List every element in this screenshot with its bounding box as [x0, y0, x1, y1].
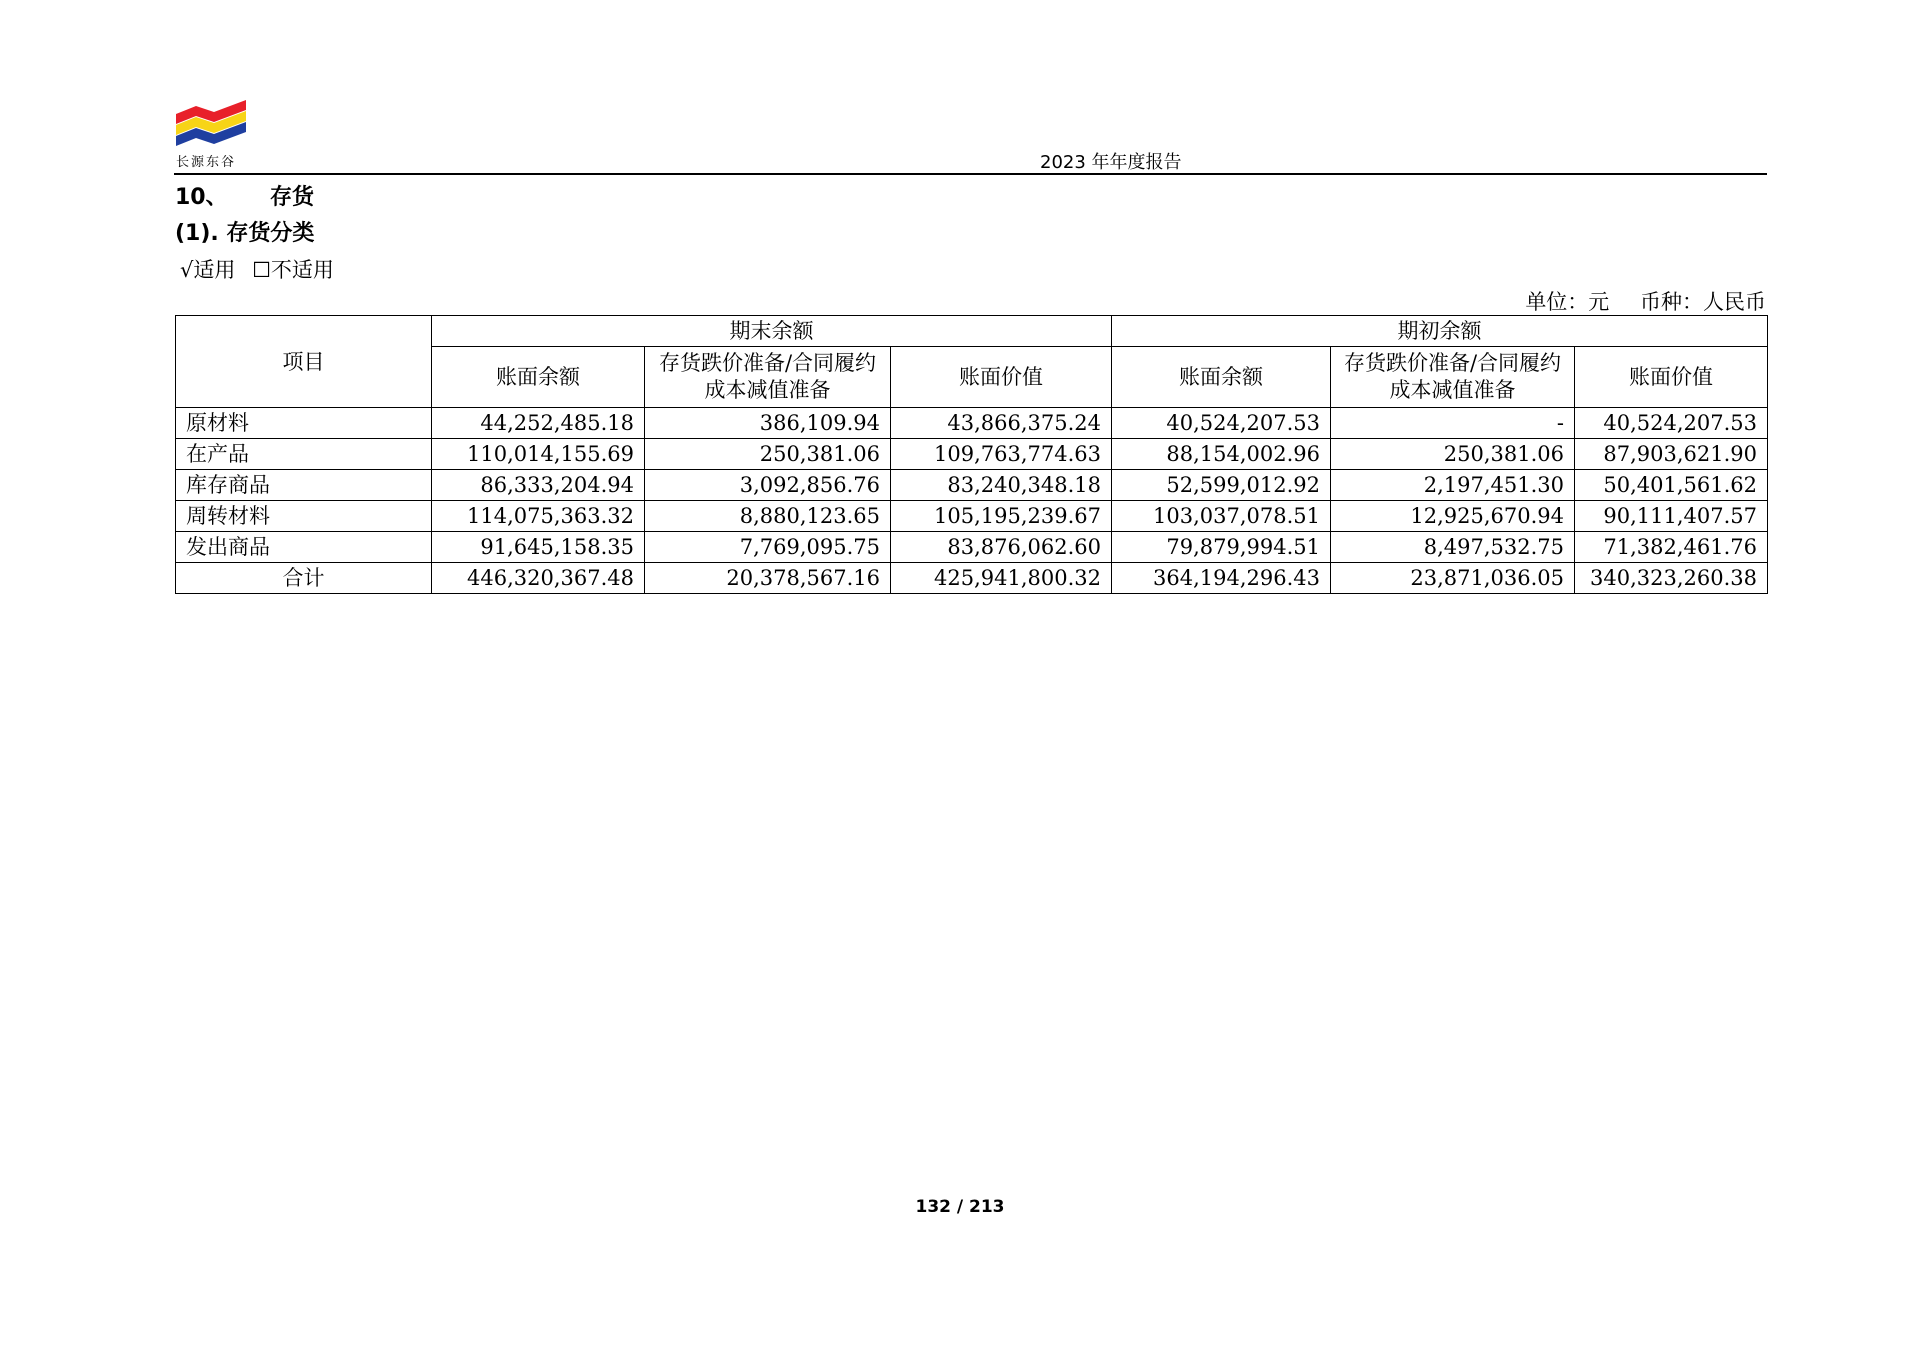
total-begin-provision: 23,871,036.05: [1331, 563, 1575, 594]
header-divider: [174, 173, 1767, 175]
end-balance-cell: 114,075,363.32: [432, 501, 645, 532]
table-row: [176, 439, 1768, 470]
begin-value-cell: 71,382,461.76: [1575, 532, 1768, 563]
inventory-table: [175, 315, 1768, 594]
table-row: [176, 470, 1768, 501]
end-book-balance-header: 账面余额: [432, 347, 645, 408]
end-provision-cell: 386,109.94: [645, 408, 891, 439]
end-balance-cell: 44,252,485.18: [432, 408, 645, 439]
total-label: 合计: [176, 563, 432, 594]
company-logo: [176, 98, 246, 150]
begin-balance-cell: 79,879,994.51: [1112, 532, 1331, 563]
logo-text: 长源东谷: [176, 155, 237, 170]
section-number: 10、: [175, 185, 228, 210]
item-header: 项目: [176, 316, 432, 408]
end-value-cell: 109,763,774.63: [891, 439, 1112, 470]
begin-book-value-header: 账面价值: [1575, 347, 1768, 408]
page-number: 132 / 213: [915, 1197, 1005, 1217]
begin-provision-cell: 250,381.06: [1331, 439, 1575, 470]
begin-value-cell: 50,401,561.62: [1575, 470, 1768, 501]
row-item: 在产品: [176, 439, 432, 470]
end-value-cell: 83,240,348.18: [891, 470, 1112, 501]
total-row: [176, 563, 1768, 594]
row-item: 库存商品: [176, 470, 432, 501]
row-item: 发出商品: [176, 532, 432, 563]
begin-balance-cell: 103,037,078.51: [1112, 501, 1331, 532]
row-item: 周转材料: [176, 501, 432, 532]
section-title: 存货: [270, 185, 315, 210]
end-provision-cell: 7,769,095.75: [645, 532, 891, 563]
table-row: [176, 501, 1768, 532]
total-end-provision: 20,378,567.16: [645, 563, 891, 594]
total-begin-balance: 364,194,296.43: [1112, 563, 1331, 594]
begin-value-cell: 40,524,207.53: [1575, 408, 1768, 439]
end-provision-cell: 3,092,856.76: [645, 470, 891, 501]
table-row: [176, 532, 1768, 563]
end-value-cell: 83,876,062.60: [891, 532, 1112, 563]
applicability-line: [180, 254, 344, 284]
end-book-value-header: 账面价值: [891, 347, 1112, 408]
end-balance-cell: 110,014,155.69: [432, 439, 645, 470]
begin-book-balance-header: 账面余额: [1112, 347, 1331, 408]
begin-balance-cell: 40,524,207.53: [1112, 408, 1331, 439]
end-provision-cell: 250,381.06: [645, 439, 891, 470]
total-begin-value: 340,323,260.38: [1575, 563, 1768, 594]
group-header-end: 期末余额: [432, 316, 1112, 347]
end-provision-header: 存货跌价准备/合同履约成本减值准备: [645, 347, 891, 408]
begin-provision-cell: 2,197,451.30: [1331, 470, 1575, 501]
unit-line: [1525, 286, 1766, 316]
total-end-balance: 446,320,367.48: [432, 563, 645, 594]
row-item: 原材料: [176, 408, 432, 439]
total-end-value: 425,941,800.32: [891, 563, 1112, 594]
begin-balance-cell: 52,599,012.92: [1112, 470, 1331, 501]
begin-provision-cell: 8,497,532.75: [1331, 532, 1575, 563]
subsection-title: (1). 存货分类: [175, 221, 315, 246]
header-row-groups: [176, 316, 1768, 347]
report-title: 2023 年年度报告: [1040, 152, 1182, 173]
currency-label: 币种：人民币: [1640, 290, 1766, 314]
end-value-cell: 105,195,239.67: [891, 501, 1112, 532]
begin-provision-header: 存货跌价准备/合同履约成本减值准备: [1331, 347, 1575, 408]
begin-provision-cell: -: [1331, 408, 1575, 439]
end-provision-cell: 8,880,123.65: [645, 501, 891, 532]
table-row: [176, 408, 1768, 439]
group-header-begin: 期初余额: [1112, 316, 1768, 347]
begin-balance-cell: 88,154,002.96: [1112, 439, 1331, 470]
end-balance-cell: 91,645,158.35: [432, 532, 645, 563]
end-balance-cell: 86,333,204.94: [432, 470, 645, 501]
unit-label: 单位：元: [1525, 290, 1610, 314]
begin-provision-cell: 12,925,670.94: [1331, 501, 1575, 532]
begin-value-cell: 87,903,621.90: [1575, 439, 1768, 470]
applicable-option: √适用: [180, 258, 236, 282]
end-value-cell: 43,866,375.24: [891, 408, 1112, 439]
not-applicable-option: ☐不适用: [252, 258, 334, 282]
begin-value-cell: 90,111,407.57: [1575, 501, 1768, 532]
